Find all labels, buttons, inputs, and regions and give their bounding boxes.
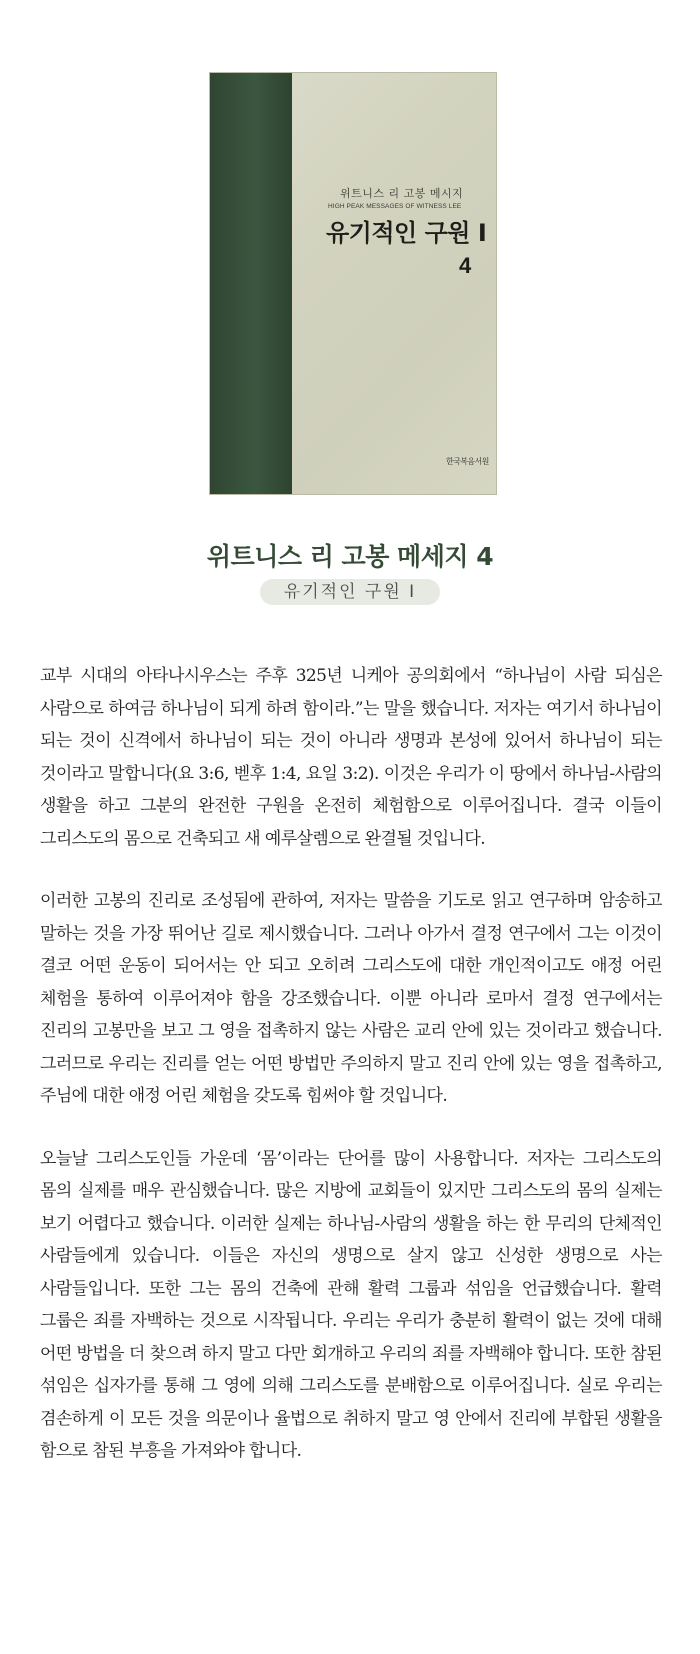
subtitle-badge: 유기적인 구원 I: [260, 579, 440, 605]
book-cover: [210, 73, 496, 494]
cover-series-korean: 위트니스 리 고봉 메시지: [340, 187, 464, 200]
paragraph-3: 오늘날 그리스도인들 가운데 ‘몸’이라는 단어를 많이 사용합니다. 저자는 그리스도의 몸의 실제를 매우 관심했습니다. 많은 지방에 교회들이 있지만 그리스도의 몸의 실제는 보기 어렵다고 했습니다. 이러한 실제는 하나님-사람의 생활을 하는 한 무리의 단체적인 사람들에게 있습니다. 이들은 자신의 생명으로 살지 않고 신성한 생명으로 사는 사람들입니다. 또한 그는 몸의 건축에 관해 활력 그룹과 섞임을 언급했습니다. 활력 그룹은 죄를 자백하는 것으로 시작됩니다. 우리는 우리가 충분히 활력이 없는 것에 대해 어떤 방법을 더 찾으려 하지 말고 다만 회개하고 우리의 죄를 자백해야 합니다. 또한 참된 섞임은 십자가를 통해 그 영에 의해 그리스도를 분배함으로 이루어집니다. 실로 우리는 겸손하게 이 모든 것을 의문이나 율법으로 취하지 말고 영 안에서 진리에 부합된 생활을 함으로 참된 부흥을 가져와야 합니다.: [40, 1148, 662, 1461]
cover-volume-number: 4: [459, 253, 472, 278]
cover-spine: [210, 73, 292, 494]
cover-publisher: 한국복음서원: [446, 457, 489, 466]
description-body: [40, 660, 662, 1498]
paragraph-1: 교부 시대의 아타나시우스는 주후 325년 니케아 공의회에서 “하나님이 사람 되심은 사람으로 하여금 하나님이 되게 하려 함이라.”는 말을 했습니다. 저자는 여기서 하나님이 되는 것이 신격에서 하나님이 되는 것이 아니라 생명과 본성에 있어서 하나님이 되는 것이라고 말합니다(요 3:6, 벧후 1:4, 요일 3:2). 이것은 우리가 이 땅에서 하나님-사람의 생활을 하고 그분의 완전한 구원을 온전히 체험함으로 이루어집니다. 결국 이들이 그리스도의 몸으로 건축되고 새 예루살렘으로 완결될 것입니다.: [40, 666, 662, 849]
cover-series-english: HIGH PEAK MESSAGES OF WITNESS LEE: [328, 203, 462, 210]
paragraph-2: 이러한 고봉의 진리로 조성됨에 관하여, 저자는 말씀을 기도로 읽고 연구하며 암송하고 말하는 것을 가장 뛰어난 길로 제시했습니다. 그러나 아가서 결정 연구에서 그는 이것이 결코 어떤 운동이 되어서는 안 되고 오히려 그리스도에 대한 개인적이고도 애정 어린 체험을 통하여 이루어져야 함을 강조했습니다. 이뿐 아니라 로마서 결정 연구에서는 진리의 고봉만을 보고 그 영을 접촉하지 않는 사람은 교리 안에 있는 것이라고 했습니다. 그러므로 우리는 진리를 얻는 어떤 방법만 주의하지 말고 진리 안에 있는 영을 접촉하고, 주님에 대한 애정 어린 체험을 갖도록 힘써야 할 것입니다.: [40, 891, 662, 1106]
cover-title: 유기적인 구원 I: [326, 219, 487, 247]
page-title: 위트니스 리 고봉 메세지 4: [206, 542, 494, 571]
